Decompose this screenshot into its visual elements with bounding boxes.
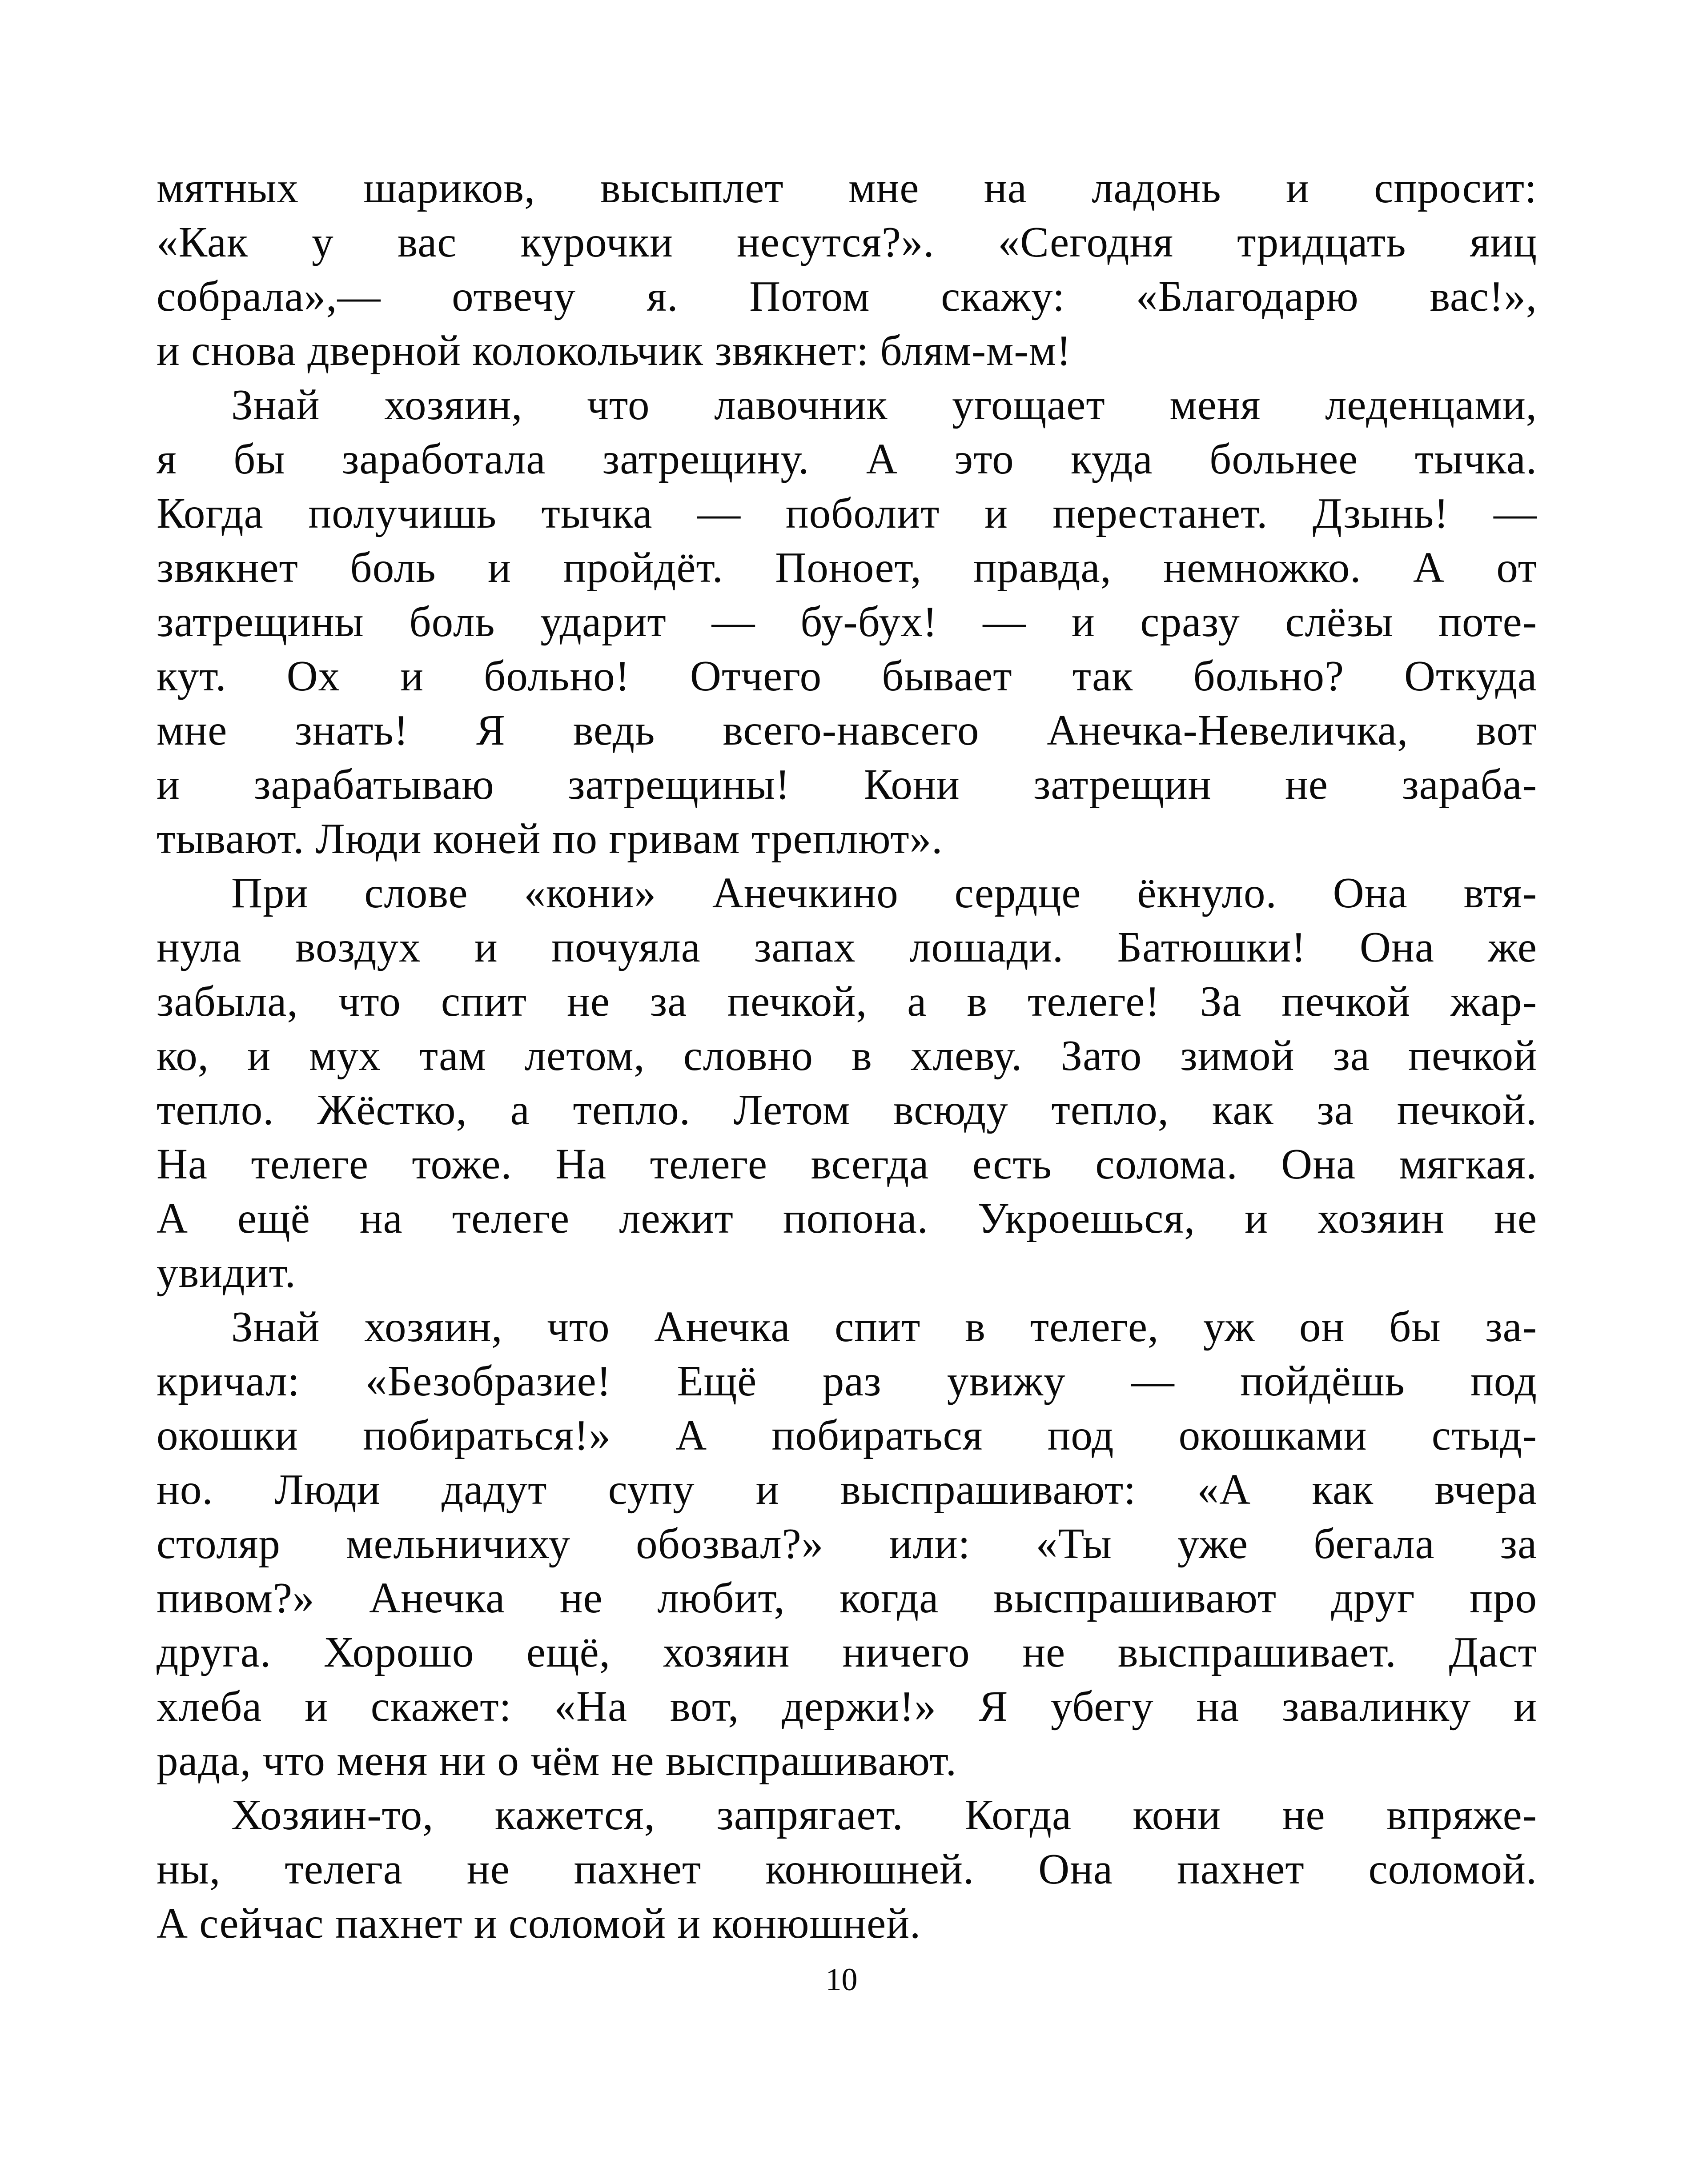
text-line: мятных шариков, высыплет мне на ладонь и спросит: — [157, 164, 1537, 212]
text-line: Когда получишь тычка — поболит и перестанет. Дзынь! — — [157, 489, 1537, 537]
text-line: кричал: «Безобразие! Ещё раз увижу — пойдёшь под — [157, 1357, 1537, 1405]
text-line: и снова дверной колокольчик звякнет: блям-м-м! — [157, 327, 1072, 374]
text-line: и зарабатываю затрещины! Кони затрещин не зараба- — [157, 761, 1537, 808]
text-line: хлеба и скажет: «На вот, держи!» Я убегу на завалинку и — [157, 1683, 1537, 1730]
text-line: но. Люди дадут супу и выспрашивают: «А как вчера — [157, 1466, 1537, 1513]
page-number: 10 — [825, 1962, 858, 1997]
text-line: рада, что меня ни о чём не выспрашивают. — [157, 1737, 957, 1784]
text-line: Хозяин-то, кажется, запрягает. Когда кони не впряже- — [231, 1791, 1537, 1839]
text-line: ко, и мух там летом, словно в хлеву. Зато зимой за печкой — [157, 1032, 1537, 1079]
text-line: На телеге тоже. На телеге всегда есть солома. Она мягкая. — [157, 1140, 1537, 1188]
text-line: «Как у вас курочки несутся?». «Сегодня тридцать яиц — [157, 218, 1537, 266]
text-line: Знай хозяин, что лавочник угощает меня леденцами, — [231, 381, 1537, 429]
text-line: А сейчас пахнет и соломой и конюшней. — [157, 1899, 921, 1947]
text-line: кут. Ох и больно! Отчего бывает так больно? Откуда — [157, 652, 1537, 700]
page-text — [157, 161, 1537, 1951]
text-line: окошки побираться!» А побираться под окошками стыд- — [157, 1411, 1537, 1459]
text-line: собрала»,— отвечу я. Потом скажу: «Благодарю вас!», — [157, 272, 1537, 320]
text-line: Знай хозяин, что Анечка спит в телеге, уж он бы за- — [231, 1303, 1537, 1350]
text-line: я бы заработала затрещину. А это куда больнее тычка. — [157, 435, 1537, 483]
text-line: звякнет боль и пройдёт. Поноет, правда, немножко. А от — [157, 544, 1537, 591]
text-line: увидит. — [157, 1249, 296, 1296]
text-line: А ещё на телеге лежит попона. Укроешься, и хозяин не — [157, 1194, 1537, 1242]
text-line: мне знать! Я ведь всего-навсего Анечка-Невеличка, вот — [157, 706, 1537, 754]
text-line: тывают. Люди коней по гривам треплют». — [157, 815, 943, 862]
text-line: друга. Хорошо ещё, хозяин ничего не выспрашивает. Даст — [157, 1628, 1537, 1676]
text-line: затрещины боль ударит — бу-бух! — и сразу слёзы поте- — [157, 598, 1537, 645]
text-line: пивом?» Анечка не любит, когда выспрашивают друг про — [157, 1574, 1537, 1622]
text-line: При слове «кони» Анечкино сердце ёкнуло. Она втя- — [231, 869, 1537, 917]
text-line: нула воздух и почуяла запах лошади. Батюшки! Она же — [157, 923, 1537, 971]
text-line: ны, телега не пахнет конюшней. Она пахнет соломой. — [157, 1845, 1537, 1893]
text-line: тепло. Жёстко, а тепло. Летом всюду тепло, как за печкой. — [157, 1086, 1537, 1134]
text-line: столяр мельничиху обозвал?» или: «Ты уже бегала за — [157, 1520, 1537, 1567]
text-line: забыла, что спит не за печкой, а в телеге! За печкой жар- — [157, 978, 1537, 1025]
